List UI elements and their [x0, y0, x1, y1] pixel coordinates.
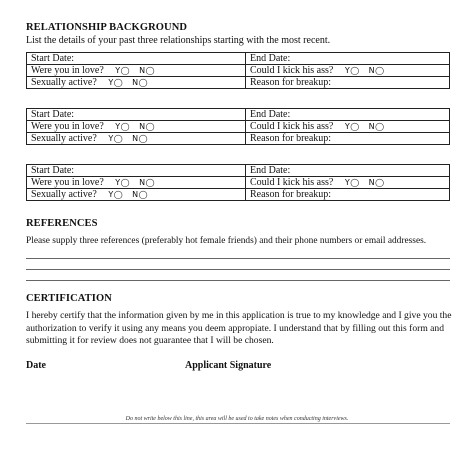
- relationship-instruction: List the details of your past three relationships starting with the most recent.: [26, 35, 331, 46]
- sexually-active-yes-option[interactable]: Y: [108, 134, 114, 143]
- in-love-no-option[interactable]: N: [139, 66, 146, 75]
- in-love-no-option[interactable]: N: [139, 122, 146, 131]
- kick-ass-question: Could I kick his ass?: [250, 177, 334, 188]
- in-love-yes-option[interactable]: Y: [115, 66, 121, 75]
- references-instruction: Please supply three references (preferably hot female friends) and their phone numbers or email addresses.: [26, 236, 427, 246]
- in-love-no-option[interactable]: N: [139, 178, 146, 187]
- kick-ass-no-option[interactable]: N: [368, 66, 376, 75]
- sexually-active-row: Sexually active? Y◯ N◯: [27, 133, 246, 145]
- reference-line-3[interactable]: [26, 280, 450, 281]
- end-date-field[interactable]: End Date:: [246, 109, 450, 121]
- kick-ass-no-option[interactable]: N: [368, 178, 376, 187]
- in-love-row: Were you in love? Y◯ N◯: [27, 177, 246, 189]
- kick-ass-row: Could I kick his ass? Y◯ N◯: [246, 65, 450, 77]
- applicant-signature-label: Applicant Signature: [185, 360, 272, 371]
- kick-ass-row: Could I kick his ass? Y◯ N◯: [246, 177, 450, 189]
- relationship-block-3: [26, 164, 450, 201]
- start-date-field[interactable]: Start Date:: [27, 109, 246, 121]
- breakup-reason-field[interactable]: Reason for breakup:: [246, 133, 450, 145]
- breakup-reason-field[interactable]: Reason for breakup:: [246, 77, 450, 89]
- sexually-active-row: Sexually active? Y◯ N◯: [27, 77, 246, 89]
- end-date-field[interactable]: End Date:: [246, 165, 450, 177]
- sexually-active-yes-option[interactable]: Y: [108, 78, 114, 87]
- kick-ass-no-option[interactable]: N: [368, 122, 376, 131]
- sexually-active-yes-option[interactable]: Y: [108, 190, 114, 199]
- in-love-yes-option[interactable]: Y: [115, 122, 121, 131]
- in-love-yes-option[interactable]: Y: [115, 178, 121, 187]
- sexually-active-no-option[interactable]: N: [132, 78, 139, 87]
- kick-ass-question: Could I kick his ass?: [250, 121, 334, 132]
- certification-section-title: CERTIFICATION: [26, 293, 112, 304]
- kick-ass-yes-option[interactable]: Y: [344, 178, 351, 187]
- certification-text: I hereby certify that the information given by me in this application is true to my knowledge and I give you the authorization to verify it using any means you deem appropiate. I understand that by filling out this form and submitting it for review does not guarantee that I will be chosen.: [26, 310, 452, 346]
- kick-ass-yes-option[interactable]: Y: [344, 66, 351, 75]
- date-label: Date: [26, 360, 46, 371]
- references-section-title: REFERENCES: [26, 218, 98, 229]
- sexually-active-question: Sexually active?: [31, 77, 97, 88]
- sexually-active-row: Sexually active? Y◯ N◯: [27, 189, 246, 201]
- in-love-question: Were you in love?: [31, 121, 104, 132]
- relationship-block-2: [26, 108, 450, 145]
- kick-ass-yes-option[interactable]: Y: [344, 122, 351, 131]
- kick-ass-question: Could I kick his ass?: [250, 65, 334, 76]
- in-love-question: Were you in love?: [31, 177, 104, 188]
- start-date-field[interactable]: Start Date:: [27, 53, 246, 65]
- sexually-active-question: Sexually active?: [31, 133, 97, 144]
- reference-line-2[interactable]: [26, 269, 450, 270]
- end-date-field[interactable]: End Date:: [246, 53, 450, 65]
- kick-ass-row: Could I kick his ass? Y◯ N◯: [246, 121, 450, 133]
- breakup-reason-field[interactable]: Reason for breakup:: [246, 189, 450, 201]
- in-love-row: Were you in love? Y◯ N◯: [27, 65, 246, 77]
- sexually-active-no-option[interactable]: N: [132, 190, 139, 199]
- relationship-section-title: RELATIONSHIP BACKGROUND: [26, 22, 188, 33]
- start-date-field[interactable]: Start Date:: [27, 165, 246, 177]
- sexually-active-no-option[interactable]: N: [132, 134, 139, 143]
- reference-line-1[interactable]: [26, 258, 450, 259]
- relationship-block-1: [26, 52, 450, 89]
- sexually-active-question: Sexually active?: [31, 189, 97, 200]
- in-love-question: Were you in love?: [31, 65, 104, 76]
- do-not-write-divider: [26, 423, 450, 424]
- footer-note: Do not write below this line, this area will be used to take notes when conducting interviews.: [125, 416, 349, 422]
- in-love-row: Were you in love? Y◯ N◯: [27, 121, 246, 133]
